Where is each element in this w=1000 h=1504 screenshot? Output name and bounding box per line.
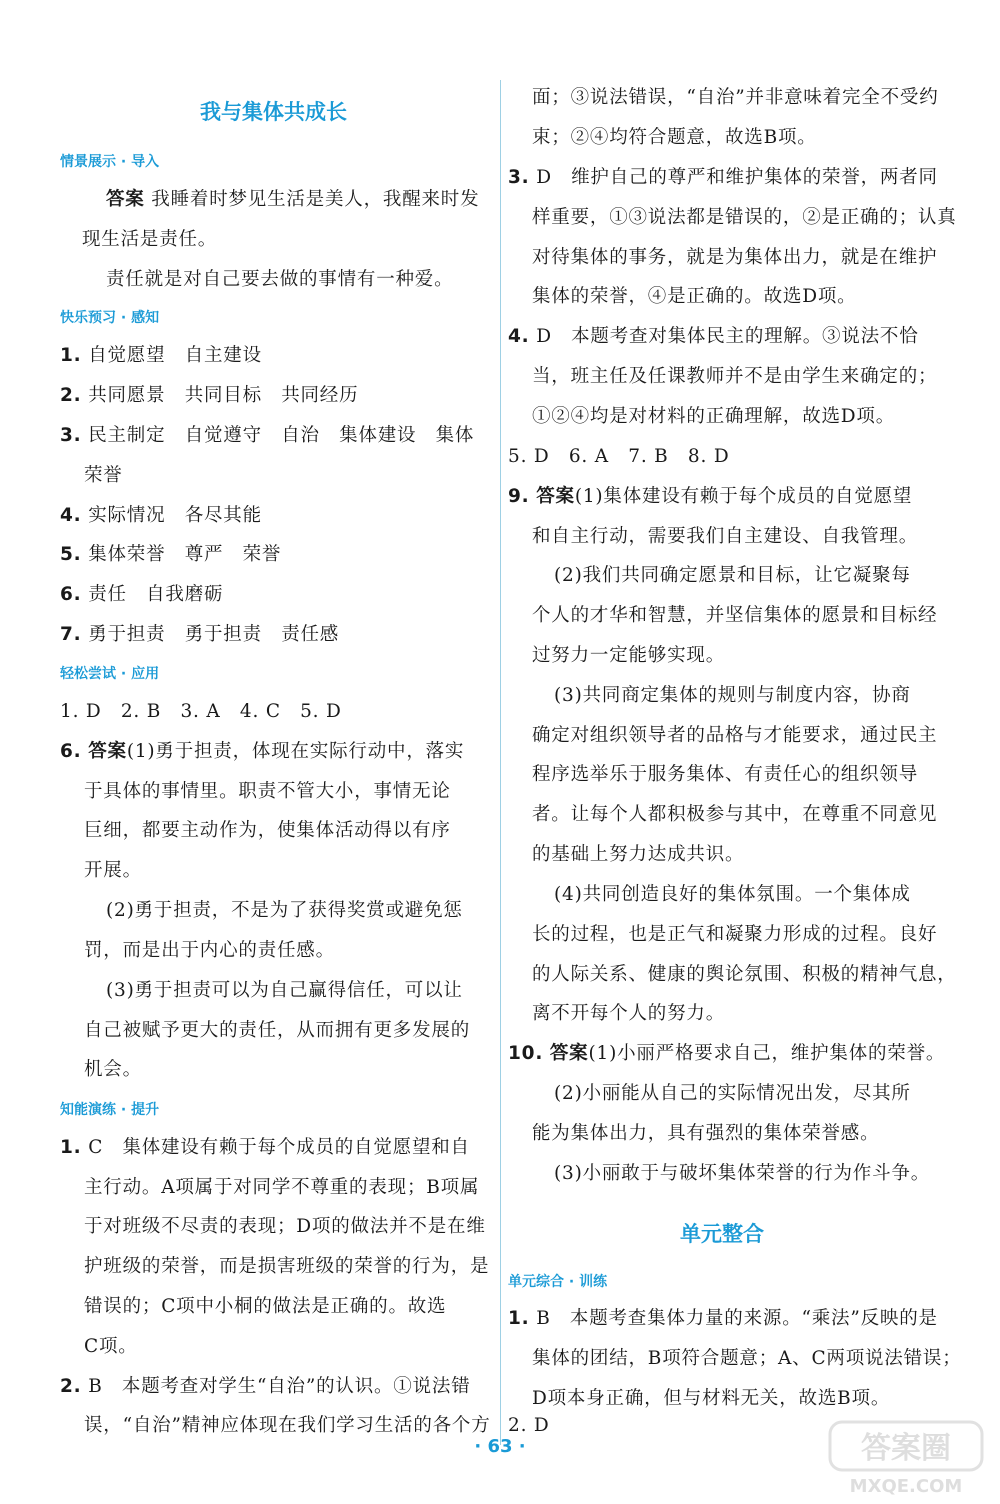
- text-line: 者。让每个人都积极参与其中，在尊重不同意见: [532, 804, 938, 825]
- list-item: [60, 623, 339, 647]
- section-heading-practice: 知能演练 · 提升: [60, 1102, 160, 1118]
- list-item: [60, 424, 474, 448]
- text-line: ①②④均是对材料的正确理解，故选D项。: [532, 406, 896, 427]
- section-heading-unit: 单元综合 · 训练: [508, 1274, 608, 1290]
- item-text: B 本题考查对学生“自治”的认识。①说法错: [81, 1376, 471, 1397]
- text-line: C项。: [84, 1336, 138, 1357]
- list-item: [60, 344, 262, 368]
- item-text: 责任 自我磨砺: [81, 584, 224, 605]
- item-number: 10.: [508, 1043, 544, 1064]
- text-line: 罚，而是出于内心的责任感。: [84, 940, 335, 961]
- text-line: 责任就是对自己要去做的事情有一种爱。: [106, 269, 454, 290]
- text-line: 对待集体的事务，就是为集体出力，就是在维护: [532, 247, 938, 268]
- column-divider: [500, 80, 501, 1445]
- list-item: [60, 1136, 470, 1160]
- text-line: 过努力一定能够实现。: [532, 645, 726, 666]
- text-line: 误，“自治”精神应体现在我们学习生活的各个方: [84, 1415, 491, 1436]
- text-line: 的基础上努力达成共识。: [532, 844, 745, 865]
- item-text: (1)勇于担责，体现在实际行动中，落实: [126, 741, 465, 762]
- answer-line: [106, 188, 479, 212]
- item-number: 1.: [508, 1308, 530, 1329]
- item-text: 共同愿景 共同目标 共同经历: [81, 385, 359, 406]
- item-number: 6.: [60, 741, 82, 762]
- text-line: 开展。: [84, 860, 142, 881]
- section-heading-intro: 情景展示 · 导入: [60, 154, 160, 170]
- list-item: [60, 504, 262, 528]
- text-line: D项本身正确，但与材料无关，故选B项。: [532, 1388, 891, 1409]
- text-line: 于对班级不尽责的表现；D项的做法并不是在维: [84, 1216, 486, 1237]
- item-text: D 维护自己的尊严和维护集体的荣誉，两者同: [529, 167, 938, 188]
- list-item: [508, 1307, 938, 1331]
- text-line: (3)勇于担责可以为自己赢得信任，可以让: [106, 980, 463, 1001]
- text-line: 自己被赋予更大的责任，从而拥有更多发展的: [84, 1020, 471, 1041]
- item-text: 民主制定 自觉遵守 自治 集体建设 集体: [81, 425, 475, 446]
- text-line: 长的过程，也是正气和凝聚力形成的过程。良好: [532, 924, 938, 945]
- text-line: 集体的团结，B项符合题意；A、C两项说法错误；: [532, 1348, 962, 1369]
- section-heading-try: 轻松尝试 · 应用: [60, 666, 160, 682]
- item-number: 1.: [60, 345, 82, 366]
- text-line: 的人际关系、健康的舆论氛围、积极的精神气息，: [532, 964, 957, 985]
- text-line: 现生活是责任。: [82, 229, 218, 250]
- item-number: 3.: [60, 425, 82, 446]
- item-number: 2.: [60, 385, 82, 406]
- text-line: 集体的荣誉，④是正确的。故选D项。: [532, 286, 857, 307]
- text-line: (4)共同创造良好的集体氛围。一个集体成: [554, 884, 911, 905]
- answer-row: 2. D: [508, 1415, 550, 1436]
- item-number: 6.: [60, 584, 82, 605]
- svg-text:答案圈: 答案圈: [861, 1431, 951, 1466]
- text-line: 程序选举乐于服务集体、有责任心的组织领导: [532, 764, 919, 785]
- text-line: 护班级的荣誉，而是损害班级的荣誉的行为，是: [84, 1256, 490, 1277]
- text-line: 荣誉: [84, 465, 123, 486]
- answer-label: 答案: [536, 486, 575, 507]
- text-line: 于具体的事情里。职责不管大小，事情无论: [84, 781, 451, 802]
- item-number: 3.: [508, 167, 530, 188]
- list-item: [60, 543, 281, 567]
- section-title: 我与集体共成长: [200, 100, 347, 124]
- watermark-logo: [826, 1416, 986, 1500]
- list-item: [508, 485, 912, 509]
- list-item: [508, 166, 938, 190]
- text-line: 能为集体出力，具有强烈的集体荣誉感。: [532, 1123, 880, 1144]
- item-text: (1)小丽严格要求自己，维护集体的荣誉。: [588, 1043, 946, 1064]
- list-item: [508, 325, 919, 349]
- text-line: 巨细，都要主动作为，使集体活动得以有序: [84, 820, 451, 841]
- item-text: 勇于担责 勇于担责 责任感: [81, 624, 340, 645]
- answer-label: 答案: [88, 741, 127, 762]
- item-text: D 本题考查对集体民主的理解。③说法不恰: [529, 326, 919, 347]
- item-text: 实际情况 各尽其能: [81, 505, 262, 526]
- text-line: 束；②④均符合题意，故选B项。: [532, 127, 817, 148]
- text-line: (2)勇于担责，不是为了获得奖赏或避免惩: [106, 900, 463, 921]
- item-text: C 集体建设有赖于每个成员的自觉愿望和自: [81, 1137, 470, 1158]
- text-line: 机会。: [84, 1059, 142, 1080]
- text-line: 确定对组织领导者的品格与才能要求，通过民主: [532, 725, 938, 746]
- text-line: (2)小丽能从自己的实际情况出发，尽其所: [554, 1083, 911, 1104]
- item-number: 7.: [60, 624, 82, 645]
- answer-label: 答案: [549, 1043, 589, 1064]
- text-line: 我睡着时梦见生活是美人，我醒来时发: [144, 189, 480, 210]
- text-line: 离不开每个人的努力。: [532, 1003, 726, 1024]
- page-number: · 63 ·: [474, 1436, 526, 1457]
- item-number: 5.: [60, 544, 82, 565]
- item-number: 4.: [60, 505, 82, 526]
- text-line: 个人的才华和智慧，并坚信集体的愿景和目标经: [532, 605, 938, 626]
- item-text: (1)集体建设有赖于每个成员的自觉愿望: [574, 486, 913, 507]
- text-line: 错误的；C项中小桐的做法是正确的。故选: [84, 1296, 447, 1317]
- text-line: 当，班主任及任课教师并不是由学生来确定的；: [532, 366, 938, 387]
- item-number: 9.: [508, 486, 530, 507]
- item-number: 4.: [508, 326, 530, 347]
- unit-title: 单元整合: [680, 1222, 764, 1246]
- text-line: (2)我们共同确定愿景和目标，让它凝聚每: [554, 565, 911, 586]
- section-heading-preview: 快乐预习 · 感知: [60, 310, 160, 326]
- list-item: [508, 1042, 945, 1066]
- answer-label: 答案: [106, 189, 145, 210]
- text-line: (3)共同商定集体的规则与制度内容，协商: [554, 685, 911, 706]
- svg-text:MXQE.COM: MXQE.COM: [849, 1476, 963, 1497]
- item-number: 2.: [60, 1376, 82, 1397]
- list-item: [60, 1375, 471, 1399]
- text-line: (3)小丽敢于与破坏集体荣誉的行为作斗争。: [554, 1163, 931, 1184]
- item-number: 1.: [60, 1137, 82, 1158]
- list-item: [60, 740, 464, 764]
- answer-row: 1. D 2. B 3. A 4. C 5. D: [60, 701, 342, 722]
- text-line: 样重要，①③说法都是错误的，②是正确的；认真: [532, 207, 957, 228]
- item-text: B 本题考查集体力量的来源。“乘法”反映的是: [529, 1308, 938, 1329]
- item-text: 集体荣誉 尊严 荣誉: [81, 544, 282, 565]
- text-line: 主行动。A项属于对同学不尊重的表现；B项属: [84, 1177, 480, 1198]
- item-text: 自觉愿望 自主建设: [81, 345, 262, 366]
- answer-row: 5. D 6. A 7. B 8. D: [508, 446, 730, 467]
- text-line: 面；③说法错误，“自治”并非意味着完全不受约: [532, 87, 939, 108]
- list-item: [60, 583, 223, 607]
- list-item: [60, 384, 358, 408]
- text-line: 和自主行动，需要我们自主建设、自我管理。: [532, 526, 919, 547]
